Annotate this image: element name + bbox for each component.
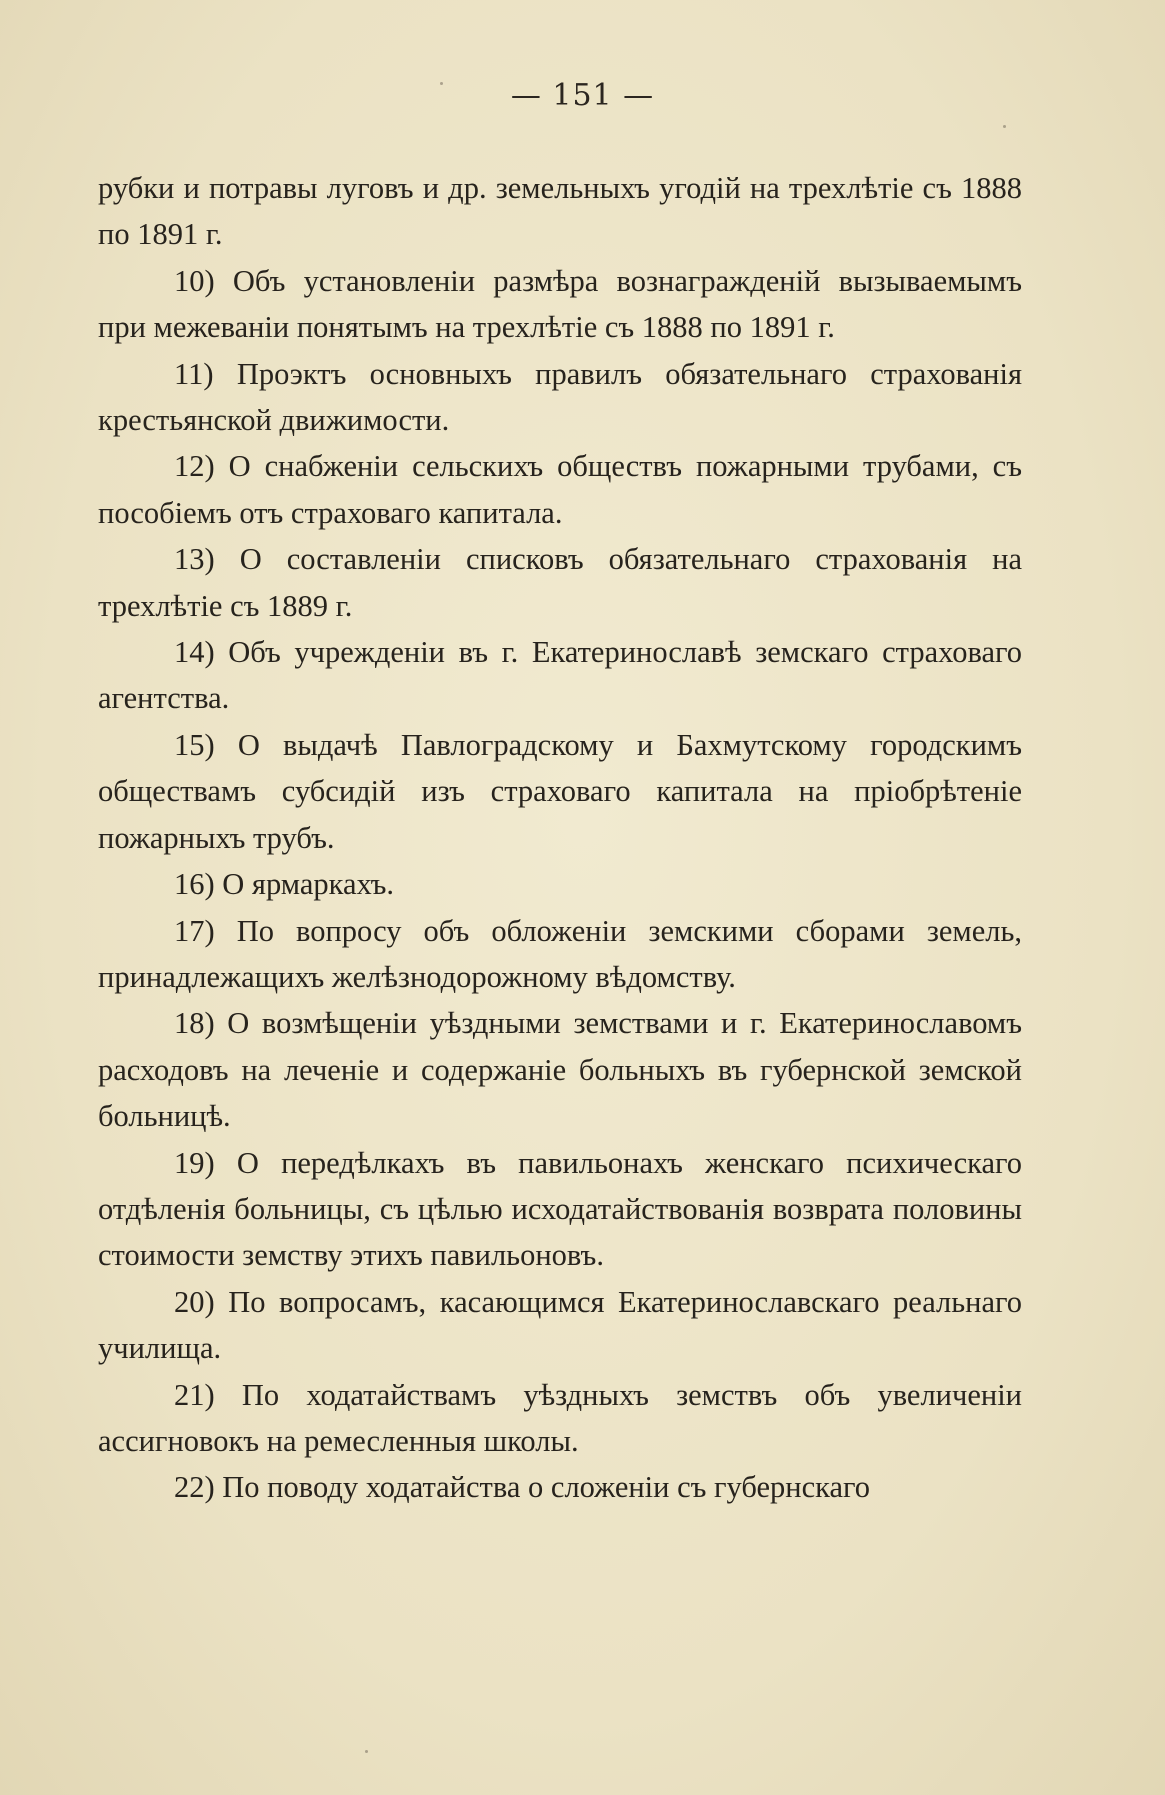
page-body [98, 165, 1022, 1511]
list-item-15: 15) О выдачѣ Павлоградскому и Бахмутскому городскимъ обществамъ субсидій изъ страховаго капитала на пріобрѣтеніе пожарныхъ трубъ. [98, 727, 1022, 855]
paper-speck [440, 82, 443, 85]
list-item-14: 14) Объ учрежденіи въ г. Екатеринославѣ земскаго страховаго агентства. [98, 635, 1022, 716]
paper-speck [365, 1750, 368, 1753]
page-number: — 151 — [510, 78, 655, 113]
list-item-17: 17) По вопросу объ обложеніи земскими сборами земель, принадлежащихъ желѣзнодорожному вѣдомству. [98, 913, 1022, 994]
list-item-19: 19) О передѣлкахъ въ павильонахъ женскаго психическаго отдѣленія больницы, съ цѣлью исходатайствованія возврата половины стоимости земству этихъ павильоновъ. [98, 1145, 1022, 1273]
list-item-22: 22) По поводу ходатайства о сложеніи съ губернскаго [174, 1470, 871, 1505]
list-item-12: 12) О снабженіи сельскихъ обществъ пожарными трубами, съ пособіемъ отъ страховаго капитала. [98, 449, 1022, 530]
list-item-16: 16) О ярмаркахъ. [174, 867, 395, 902]
list-item-21: 21) По ходатайствамъ уѣздныхъ земствъ объ увеличеніи ассигновокъ на ремесленныя школы. [98, 1377, 1022, 1458]
list-item-13: 13) О составленіи списковъ обязательнаго страхованія на трехлѣтіе съ 1889 г. [98, 542, 1022, 623]
list-item-10: 10) Объ установленіи размѣра вознагражденій вызываемымъ при межеваніи понятымъ на трехлѣтіе съ 1888 по 1891 г. [98, 263, 1022, 345]
list-item-18: 18) О возмѣщеніи уѣздными земствами и г. Екатеринославомъ расходовъ на леченіе и содержаніе больныхъ въ губернской земской больницѣ. [98, 1006, 1022, 1134]
paragraph-continuation: рубки и потравы луговъ и др. земельныхъ угодій на трехлѣтіе съ 1888 по 1891 г. [98, 171, 1022, 252]
paper-speck [1003, 125, 1006, 128]
list-item-20: 20) По вопросамъ, касающимся Екатеринославскаго реальнаго училища. [98, 1284, 1022, 1366]
list-item-11: 11) Проэктъ основныхъ правилъ обязательнаго страхованія крестьянской движимости. [98, 356, 1022, 438]
